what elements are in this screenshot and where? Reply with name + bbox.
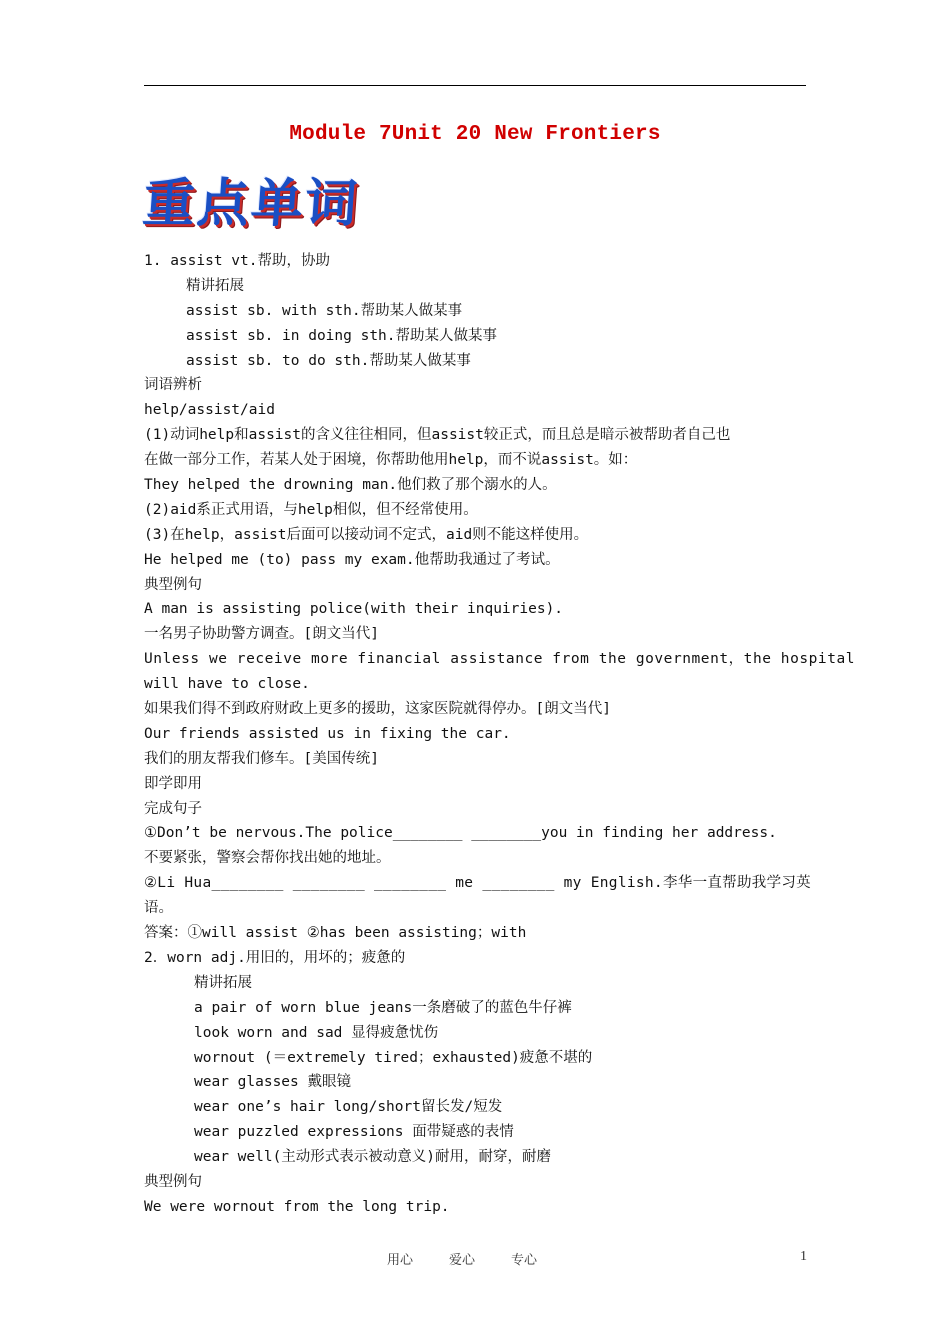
answer-line: 答案：①will assist ②has been assisting；with — [144, 925, 527, 942]
text-line: help/assist/aid — [144, 402, 275, 419]
section-banner: 重点单词 — [140, 174, 362, 234]
entry-heading-assist: 1. assist vt.帮助，协助 — [144, 253, 330, 269]
document-body — [144, 249, 856, 1220]
text-line: 我们的朋友帮我们修车。[美国传统] — [144, 750, 379, 767]
subheading-examples: 典型例句 — [144, 576, 202, 593]
phrase-line: assist sb. with sth.帮助某人做某事 — [186, 302, 463, 319]
subheading-expansion: 精讲拓展 — [194, 974, 252, 991]
phrase-line: wear glasses 戴眼镜 — [194, 1074, 351, 1091]
page-number: 1 — [800, 1249, 807, 1264]
subheading-expansion: 精讲拓展 — [186, 277, 244, 294]
subheading-practice: 即学即用 — [144, 775, 202, 792]
exercise-line: ②Li Hua________ ________ ________ me ________ my English.李华一直帮助我学习英 — [144, 875, 811, 892]
text-line: (1)动词help和assist的含义往往相同，但assist较正式，而且总是暗示被帮助者自己也 — [144, 427, 731, 444]
text-line: Unless we receive more financial assistance from the government，the hospital — [144, 651, 856, 668]
text-line: 不要紧张，警察会帮你找出她的地址。 — [144, 850, 391, 867]
phrase-line: wear one’s hair long/short留长发/短发 — [194, 1099, 503, 1116]
text-line: A man is assisting police(with their inquiries). — [144, 601, 564, 618]
text-line: (3)在help，assist后面可以接动词不定式，aid则不能这样使用。 — [144, 526, 589, 543]
text-line: They helped the drowning man.他们救了那个溺水的人。 — [144, 477, 557, 494]
header-rule — [144, 85, 806, 86]
text-line: 在做一部分工作，若某人处于困境，你帮助他用help，而不说assist。如： — [144, 452, 638, 469]
footer-text: 用心 — [387, 1253, 414, 1268]
phrase-line: assist sb. in doing sth.帮助某人做某事 — [186, 327, 498, 344]
text-line: 如果我们得不到政府财政上更多的援助，这家医院就得停办。[朗文当代] — [144, 701, 611, 718]
exercise-line: ①Don’t be nervous.The police________ ________you in finding her address. — [144, 825, 777, 842]
subheading-complete-sentences: 完成句子 — [144, 800, 202, 817]
phrase-line: wear well(主动形式表示被动意义)耐用，耐穿，耐磨 — [194, 1149, 552, 1166]
subheading-examples: 典型例句 — [144, 1173, 202, 1190]
phrase-line: assist sb. to do sth.帮助某人做某事 — [186, 352, 471, 369]
phrase-line: look worn and sad 显得疲惫忧伤 — [194, 1024, 439, 1041]
text-line: He helped me (to) pass my exam.他帮助我通过了考试。 — [144, 551, 560, 568]
footer-text: 爱心 — [449, 1253, 476, 1268]
page-footer — [387, 1249, 537, 1268]
page-title: Module 7Unit 20 New Frontiers — [289, 123, 661, 146]
phrase-line: wornout (＝extremely tired；exhausted)疲惫不堪的 — [194, 1049, 593, 1066]
text-line: will have to close. — [144, 676, 310, 693]
subheading-distinction: 词语辨析 — [144, 377, 202, 394]
phrase-line: a pair of worn blue jeans一条磨破了的蓝色牛仔裤 — [194, 999, 572, 1016]
text-line: Our friends assisted us in fixing the car. — [144, 725, 511, 742]
text-line: 一名男子协助警方调查。[朗文当代] — [144, 626, 379, 643]
footer-text: 专心 — [511, 1253, 538, 1268]
phrase-line: wear puzzled expressions 面带疑惑的表情 — [194, 1124, 514, 1141]
text-line: 语。 — [144, 900, 173, 917]
text-line: We were wornout from the long trip. — [144, 1198, 450, 1215]
entry-heading-worn: 2．worn adj.用旧的，用坏的；疲惫的 — [144, 949, 406, 966]
text-line: (2)aid系正式用语，与help相似，但不经常使用。 — [144, 501, 478, 518]
